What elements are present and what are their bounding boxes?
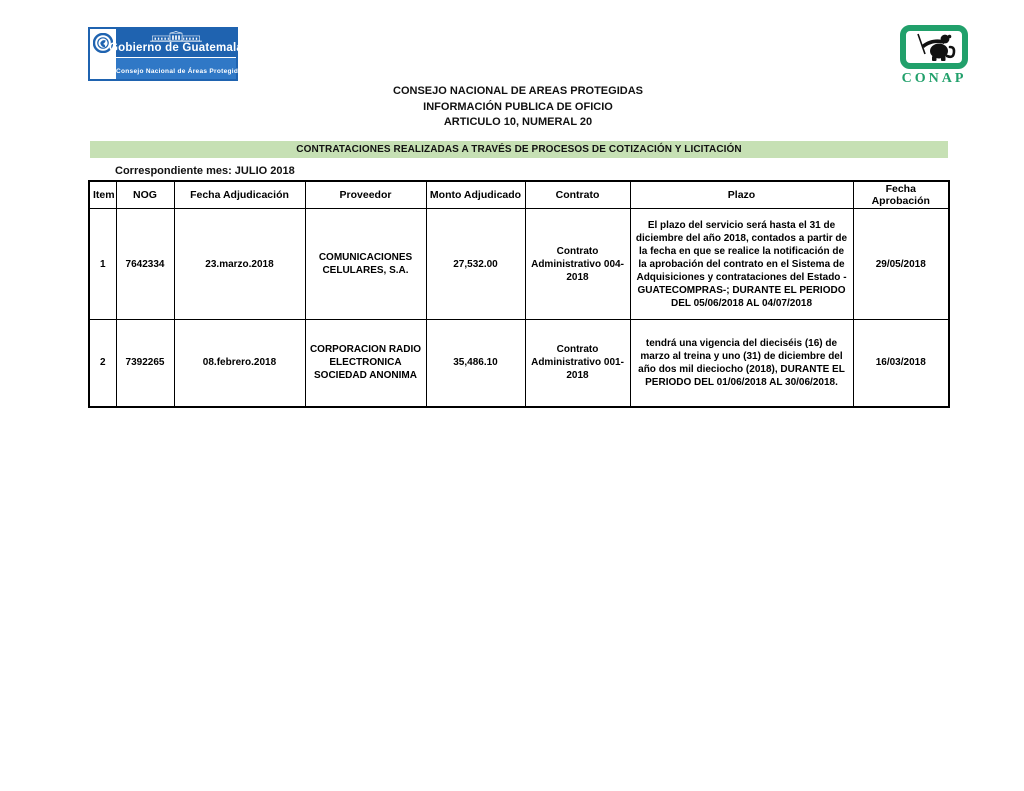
conap-monkey-icon — [911, 32, 957, 62]
heading-line-3: ARTICULO 10, NUMERAL 20 — [443, 116, 593, 128]
column-header-fecha-adjudicacion: Fecha Adjudicación — [174, 181, 305, 209]
cell-monto: 27,532.00 — [426, 209, 525, 320]
contracts-table — [88, 180, 950, 408]
column-header-nog: NOG — [116, 181, 174, 209]
document-heading — [88, 84, 948, 131]
column-header-item: Item — [89, 181, 116, 209]
column-header-contrato: Contrato — [525, 181, 630, 209]
table-header-row — [89, 181, 949, 209]
cell-contrato: Contrato Administrativo 001-2018 — [525, 320, 630, 407]
gobierno-logo-title: Gobierno de Guatemala — [109, 42, 243, 54]
heading-line-2: INFORMACIÓN PUBLICA DE OFICIO — [423, 100, 613, 113]
section-banner-title: CONTRATACIONES REALIZADAS A TRAVÉS DE PROCESOS DE COTIZACIÓN Y LICITACIÓN — [296, 144, 742, 155]
heading-line-1: CONSEJO NACIONAL DE AREAS PROTEGIDAS — [393, 85, 643, 97]
conap-logo — [898, 25, 970, 87]
conap-logo-wordmark: CONAP — [901, 71, 967, 86]
table-row — [89, 320, 949, 407]
cell-fecha-adjudicacion: 23.marzo.2018 — [174, 209, 305, 320]
cell-item: 2 — [89, 320, 116, 407]
cell-contrato: Contrato Administrativo 004-2018 — [525, 209, 630, 320]
section-banner — [90, 141, 948, 158]
table-row — [89, 209, 949, 320]
cell-fecha-adjudicacion: 08.febrero.2018 — [174, 320, 305, 407]
cell-fecha-aprobacion: 29/05/2018 — [853, 209, 949, 320]
cell-monto: 35,486.10 — [426, 320, 525, 407]
gobierno-logo-substrip — [116, 57, 247, 79]
cell-proveedor: COMUNICACIONES CELULARES, S.A. — [305, 209, 426, 320]
national-palace-icon — [125, 31, 227, 42]
cell-plazo: tendrá una vigencia del dieciséis (16) de marzo al treina y uno (31) de diciembre del año dos mil dieciocho (2018), DURANTE EL PERIODO DEL 01/06/2018 AL 30/06/2018. — [630, 320, 853, 407]
column-header-monto: Monto Adjudicado — [426, 181, 525, 209]
gobierno-logo-subtitle: Consejo Nacional de Áreas Protegidas — [116, 68, 247, 75]
gobierno-guatemala-logo — [88, 27, 247, 81]
conap-logo-frame — [900, 25, 968, 69]
column-header-plazo: Plazo — [630, 181, 853, 209]
cell-nog: 7392265 — [116, 320, 174, 407]
gobierno-main-panel — [109, 29, 247, 79]
period-label: Correspondiente mes: JULIO 2018 — [115, 165, 295, 177]
cell-plazo: El plazo del servicio será hasta el 31 de diciembre del año 2018, contados a partir de la fecha en que se realice la notificación de la aprobación del contrato en el Sistema de Adquisiciones y contrataciones del Estado - GUATECOMPRAS-; DURANTE EL PERIODO DEL 05/06/2018 AL 04/07/2018 — [630, 209, 853, 320]
cell-nog: 7642334 — [116, 209, 174, 320]
cell-item: 1 — [89, 209, 116, 320]
cell-fecha-aprobacion: 16/03/2018 — [853, 320, 949, 407]
cell-proveedor: CORPORACION RADIO ELECTRONICA SOCIEDAD ANONIMA — [305, 320, 426, 407]
column-header-fecha-aprobacion: Fecha Aprobación — [853, 181, 949, 209]
column-header-proveedor: Proveedor — [305, 181, 426, 209]
